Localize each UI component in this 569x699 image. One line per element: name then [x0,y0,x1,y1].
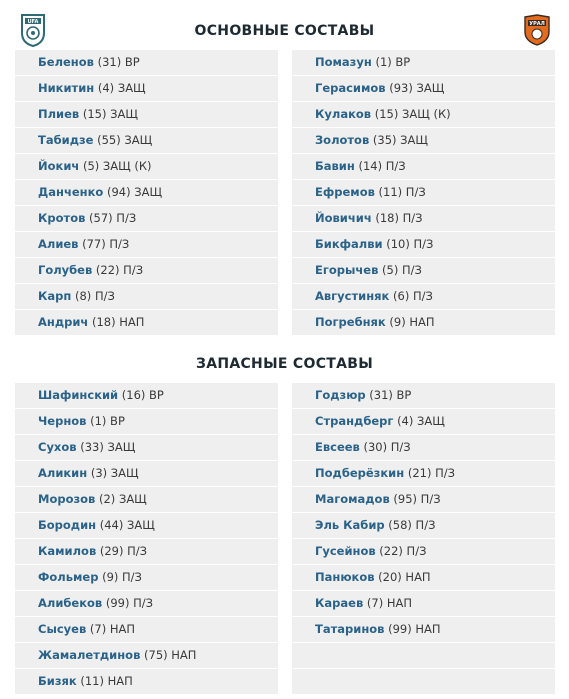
player-name-link[interactable]: Беленов [38,55,94,69]
player-name-link[interactable]: Алибеков [38,596,103,610]
player-name-link[interactable]: Алиев [38,237,79,251]
player-row [292,50,555,75]
player-info: (99) П/З [105,596,154,610]
player-name-link[interactable]: Бородин [38,518,97,532]
player-row [292,102,555,127]
player-row [15,565,278,590]
player-name-link[interactable]: Герасимов [315,81,386,95]
player-row [292,539,555,564]
player-name-link[interactable]: Карп [38,289,72,303]
player-info: (31) ВР [97,55,140,69]
player-info: (6) П/З [393,289,433,303]
player-info: (21) П/З [407,466,455,480]
player-name-link[interactable]: Кротов [38,211,86,225]
player-row [15,284,278,309]
player-row [15,409,278,434]
player-info: (30) П/З [363,440,411,454]
player-info: (8) П/З [75,289,115,303]
player-info: (22) П/З [95,263,144,277]
player-name-link[interactable]: Караев [315,596,364,610]
player-row [292,310,555,335]
player-name-link[interactable]: Страндберг [315,414,394,428]
player-row [15,513,278,538]
player-info: (95) П/З [393,492,441,506]
player-name-link[interactable]: Подберёзкин [315,466,405,480]
player-name-link[interactable]: Плиев [38,107,80,121]
player-info: (1) ВР [90,414,125,428]
player-info: (20) НАП [378,570,431,584]
player-name-link[interactable]: Йовичич [315,211,372,225]
player-row [292,206,555,231]
player-name-link[interactable]: Золотов [315,133,370,147]
player-name-link[interactable]: Никитин [38,81,95,95]
player-name-link[interactable]: Морозов [38,492,96,506]
player-info: (2) ЗАЩ [99,492,147,506]
player-info: (9) НАП [389,315,435,329]
player-row [15,669,278,694]
player-row [15,102,278,127]
player-row [15,435,278,460]
player-info: (4) ЗАЩ [97,81,146,95]
player-row [15,76,278,101]
player-name-link[interactable]: Егорычев [315,263,379,277]
player-info: (18) П/З [375,211,423,225]
player-info: (11) НАП [80,674,133,688]
player-row [292,180,555,205]
player-row [292,154,555,179]
player-info: (7) НАП [89,622,135,636]
player-info: (9) П/З [102,570,142,584]
player-info: (15) ЗАЩ [82,107,138,121]
player-info: (5) ЗАЩ (К) [82,159,152,173]
player-name-link[interactable]: Йокич [38,159,80,173]
player-row [292,617,555,642]
player-name-link[interactable]: Андрич [38,315,89,329]
player-info: (14) П/З [358,159,406,173]
starters-home-list [15,50,278,336]
player-row [15,487,278,512]
player-row [292,409,555,434]
player-name-link[interactable]: Помазун [315,55,372,69]
player-info: (44) ЗАЩ [99,518,155,532]
player-row [15,180,278,205]
player-info: (31) ВР [369,388,412,402]
player-row [292,232,555,257]
player-row [15,643,278,668]
empty-row [292,643,555,668]
player-row [292,461,555,486]
player-info: (77) П/З [82,237,130,251]
player-row [15,258,278,283]
player-row [15,128,278,153]
player-name-link[interactable]: Чернов [38,414,87,428]
player-name-link[interactable]: Татаринов [315,622,385,636]
player-row [15,310,278,335]
subs-away-list [292,383,555,695]
player-name-link[interactable]: Голубев [38,263,93,277]
player-info: (33) ЗАЩ [80,440,136,454]
player-name-link[interactable]: Гусейнов [315,544,376,558]
svg-text:УРАЛ: УРАЛ [529,21,545,27]
player-info: (93) ЗАЩ [389,81,445,95]
player-row [292,565,555,590]
player-row [15,232,278,257]
player-name-link[interactable]: Сысуев [38,622,87,636]
player-info: (16) ВР [121,388,164,402]
player-name-link[interactable]: Панюков [315,570,375,584]
player-row [292,258,555,283]
player-info: (99) НАП [388,622,441,636]
player-name-link[interactable]: Погребняк [315,315,386,329]
player-name-link[interactable]: Магомадов [315,492,390,506]
player-info: (10) П/З [386,237,434,251]
player-name-link[interactable]: Кулаков [315,107,372,121]
player-row [292,513,555,538]
player-name-link[interactable]: Табидзе [38,133,94,147]
player-row [292,284,555,309]
player-name-link[interactable]: Жамалетдинов [38,648,141,662]
player-name-link[interactable]: Бизяк [38,674,77,688]
player-info: (22) П/З [379,544,427,558]
player-row [292,76,555,101]
player-info: (58) П/З [388,518,436,532]
subs-title: ЗАПАСНЫЕ СОСТАВЫ [195,356,374,372]
player-row [15,617,278,642]
player-row [292,435,555,460]
player-name-link[interactable]: Бикфалви [315,237,383,251]
player-name-link[interactable]: Аликин [38,466,88,480]
player-info: (29) П/З [99,544,148,558]
player-name-link[interactable]: Шафинский [38,388,119,402]
player-info: (35) ЗАЩ [372,133,428,147]
player-name-link[interactable]: Данченко [38,185,104,199]
player-info: (7) НАП [366,596,412,610]
player-info: (75) НАП [144,648,197,662]
starters-away-list [292,50,555,336]
player-row [15,539,278,564]
player-name-link[interactable]: Эль Кабир [315,518,385,532]
player-info: (18) НАП [91,315,145,329]
player-row [292,591,555,616]
player-info: (57) П/З [89,211,137,225]
player-info: (4) ЗАЩ [397,414,445,428]
player-info: (11) П/З [378,185,426,199]
player-info: (15) ЗАЩ (К) [374,107,451,121]
player-row [15,383,278,408]
subs-home-list [15,383,278,695]
player-row [292,487,555,512]
starters-title: ОСНОВНЫЕ СОСТАВЫ [194,23,375,39]
player-row [15,50,278,75]
player-info: (3) ЗАЩ [90,466,139,480]
player-row [15,591,278,616]
player-name-link[interactable]: Ефремов [315,185,375,199]
player-row [15,461,278,486]
player-info: (1) ВР [375,55,411,69]
player-row [292,383,555,408]
player-name-link[interactable]: Евсеев [315,440,360,454]
player-name-link[interactable]: Августиняк [315,289,390,303]
player-row [292,128,555,153]
svg-text:UFA: UFA [27,19,39,25]
player-name-link[interactable]: Сухов [38,440,77,454]
player-name-link[interactable]: Годзюр [315,388,366,402]
empty-row [292,669,555,694]
player-row [15,206,278,231]
player-info: (5) П/З [382,263,422,277]
player-row [15,154,278,179]
player-name-link[interactable]: Камилов [38,544,97,558]
player-name-link[interactable]: Бавин [315,159,355,173]
player-info: (55) ЗАЩ [97,133,153,147]
player-info: (94) ЗАЩ [106,185,163,199]
player-name-link[interactable]: Фольмер [38,570,99,584]
